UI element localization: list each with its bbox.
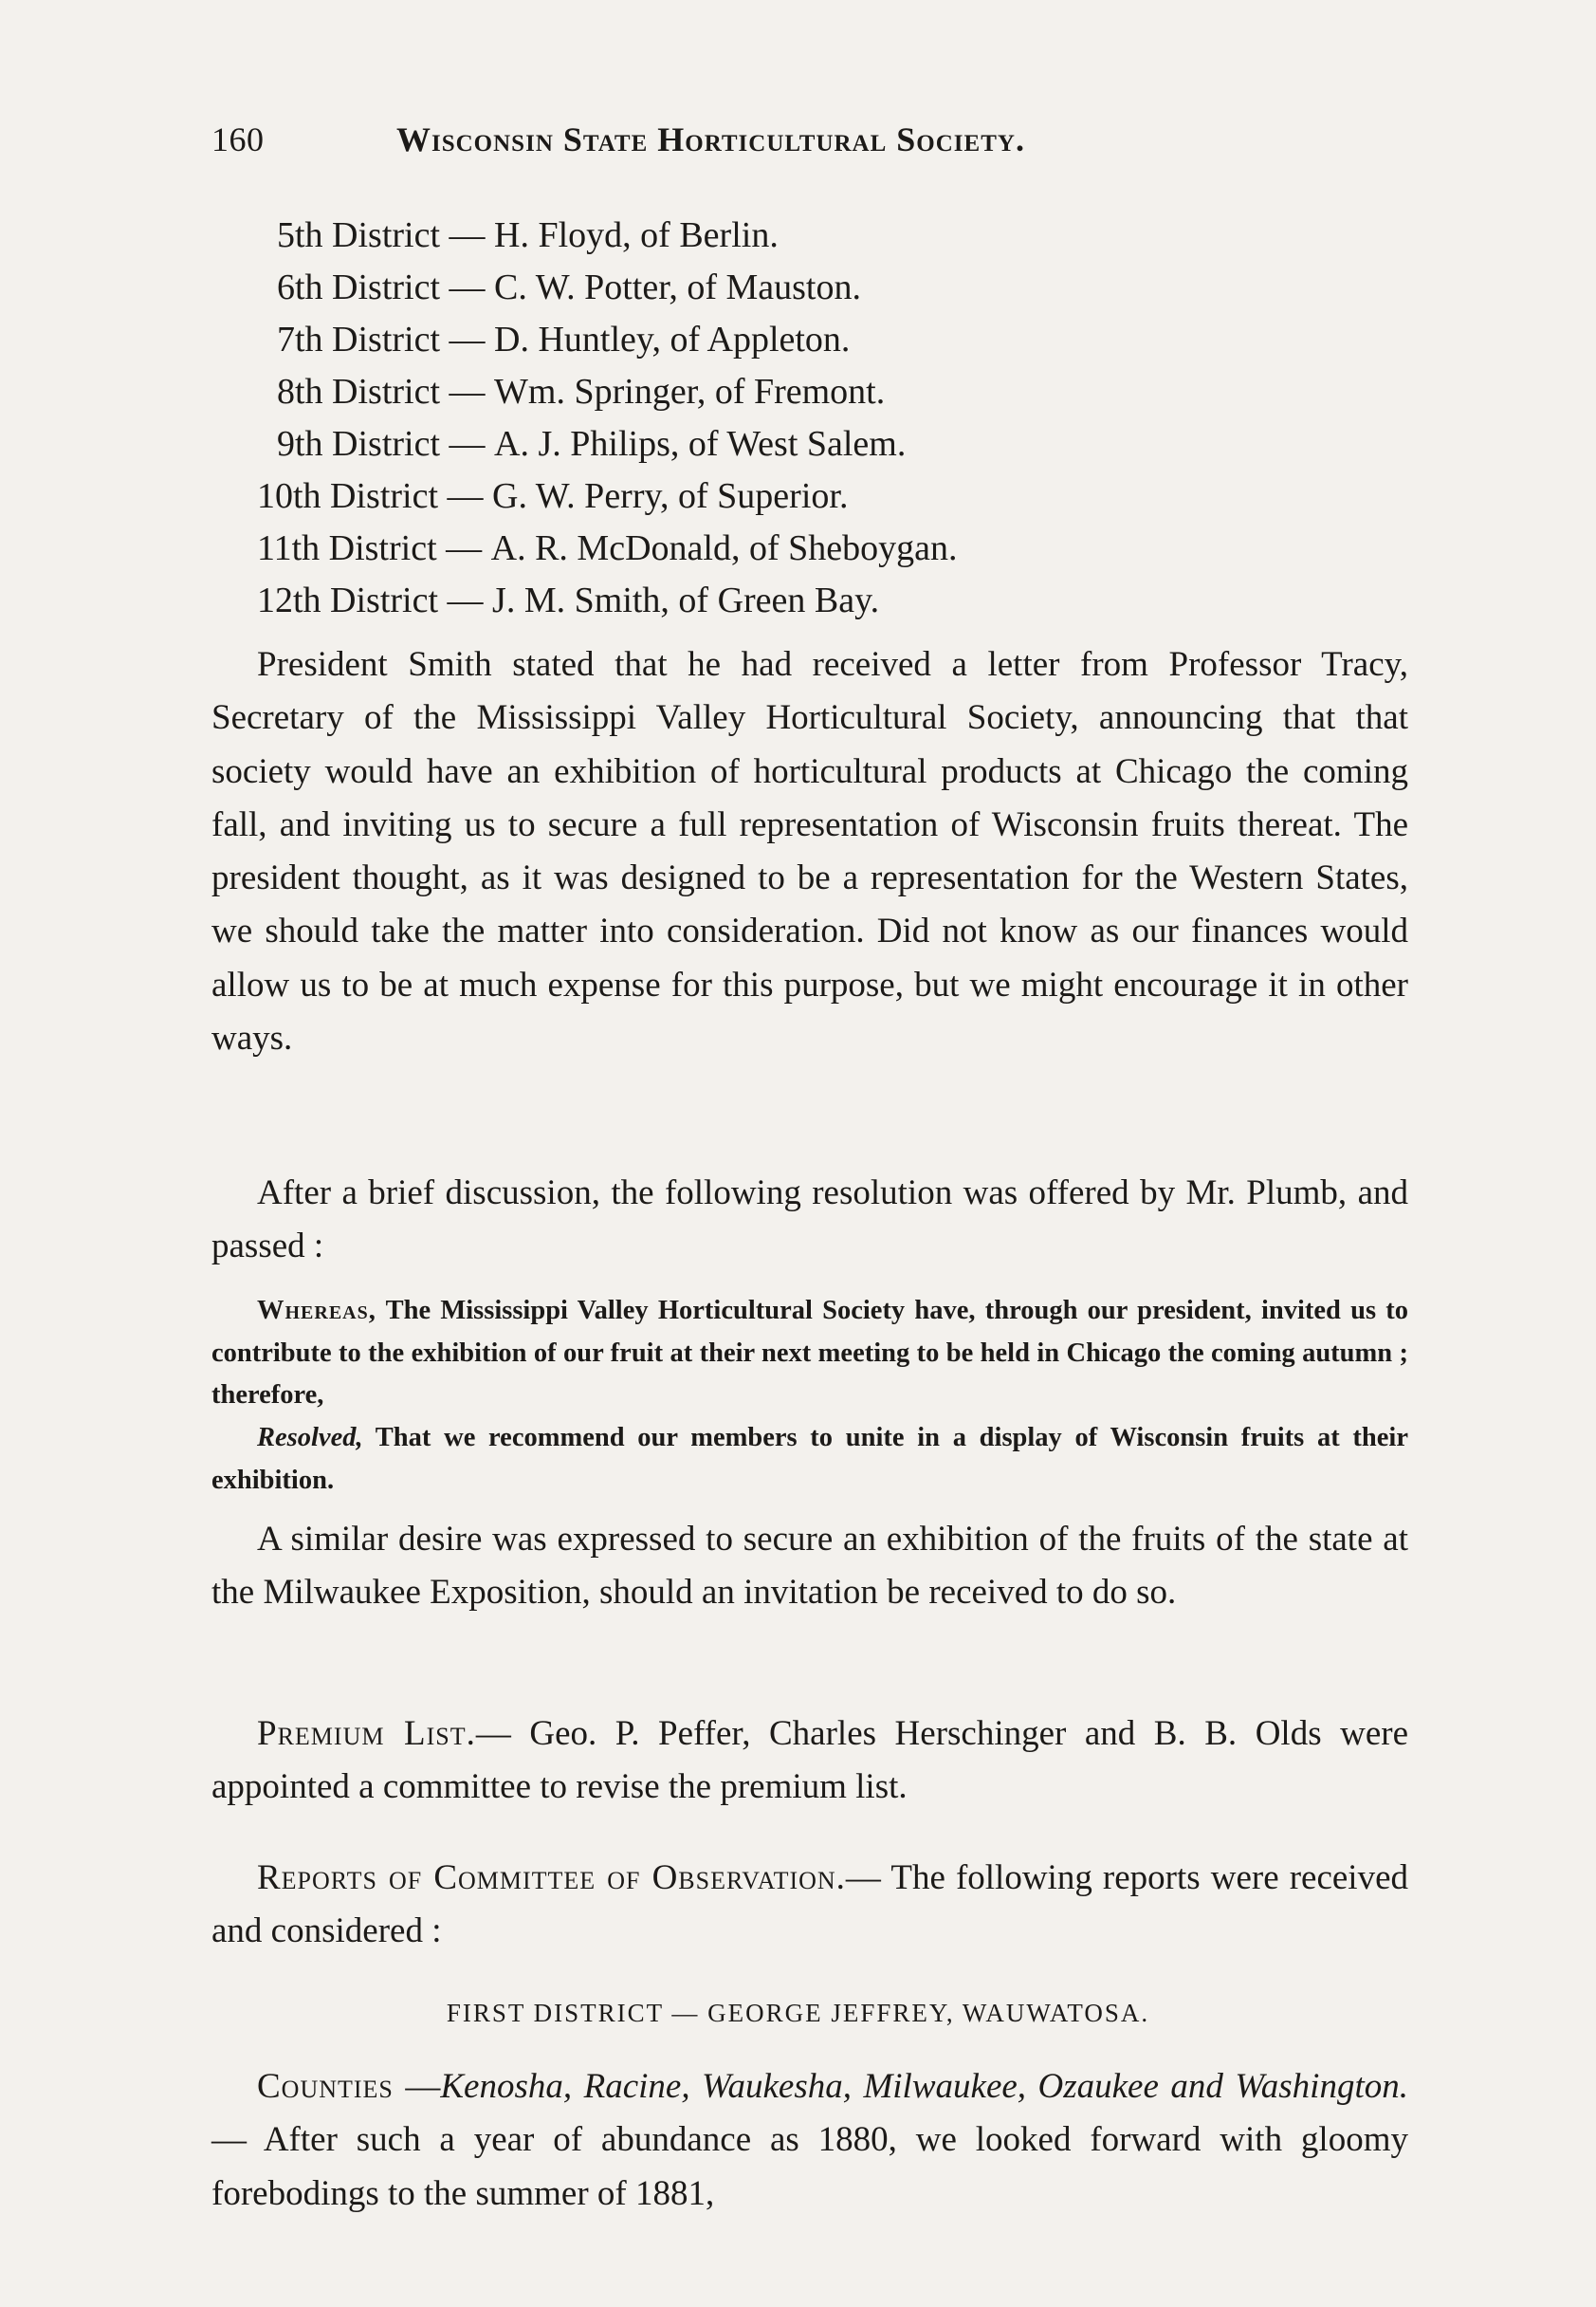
district-label: 11th District	[257, 528, 437, 568]
district-label: 12th District	[257, 581, 439, 620]
officer-name: Wm. Springer, of Fremont.	[494, 372, 886, 412]
paragraph-counties: Counties —Kenosha, Racine, Waukesha, Milwaukee, Ozaukee and Washington.— After such a year of abundance as 1880, we looked forward with gloomy forebodings to the summer of 1881,	[211, 2067, 1408, 2213]
paragraph-reports: Reports of Committee of Observation.— The following reports were received and considered :	[211, 1858, 1408, 1951]
premium-list-label: Premium List.	[257, 1714, 476, 1753]
paragraph-discussion: After a brief discussion, the following resolution was offered by Mr. Plumb, and passed :	[211, 1173, 1408, 1266]
counties-label: Counties	[257, 2067, 394, 2106]
officer-row: 12th District — J. M. Smith, of Green Bay.	[257, 581, 880, 620]
officer-name: A. J. Philips, of West Salem.	[494, 424, 907, 464]
page-number: 160	[211, 120, 265, 158]
officer-name: D. Huntley, of Appleton.	[494, 320, 851, 360]
officer-name: A. R. McDonald, of Sheboygan.	[490, 528, 958, 568]
district-label: 7th District	[277, 320, 441, 360]
officer-row: 5th District — H. Floyd, of Berlin.	[277, 215, 779, 255]
resolution-resolved: Resolved, That we recommend our members to unite in a display of Wisconsin fruits at their exhibition.	[211, 1423, 1408, 1495]
officer-name: G. W. Perry, of Superior.	[492, 476, 849, 516]
page-header	[211, 120, 1406, 159]
officer-row: 7th District — D. Huntley, of Appleton.	[277, 320, 851, 360]
resolved-label: Resolved,	[257, 1423, 363, 1452]
officer-row: 11th District — A. R. McDonald, of Sheboygan.	[257, 528, 958, 568]
district-label: 10th District	[257, 476, 439, 516]
officer-name: C. W. Potter, of Mauston.	[494, 268, 861, 307]
officer-row: 8th District — Wm. Springer, of Fremont.	[277, 372, 886, 412]
paragraph-exposition: A similar desire was expressed to secure an exhibition of the fruits of the state at the Milwaukee Exposition, should an invitation be received to do so.	[211, 1520, 1408, 1613]
resolution-whereas: Whereas, The Mississippi Valley Horticultural Society have, through our president, invited us to contribute to the exhibition of our fruit at their next meeting to be held in Chicago the coming autumn ; therefore,	[211, 1296, 1408, 1410]
whereas-label: Whereas,	[257, 1296, 376, 1325]
counties-list: Kenosha, Racine, Waukesha, Milwaukee, Ozaukee and Washington.	[440, 2067, 1408, 2106]
district-heading: FIRST DISTRICT — GEORGE JEFFREY, WAUWATOSA.	[446, 1999, 1150, 2027]
running-title: Wisconsin State Horticultural Society.	[396, 120, 1025, 158]
officer-row: 6th District — C. W. Potter, of Mauston.	[277, 268, 861, 307]
reports-label: Reports of Committee of Observation.	[257, 1858, 846, 1897]
paragraph-premium-list: Premium List.— Geo. P. Peffer, Charles Herschinger and B. B. Olds were appointed a committee to revise the premium list.	[211, 1714, 1408, 1807]
officer-row: 10th District — G. W. Perry, of Superior.	[257, 476, 849, 516]
district-label: 8th District	[277, 372, 441, 412]
district-label: 9th District	[277, 424, 441, 464]
paragraph-president: President Smith stated that he had received a letter from Professor Tracy, Secretary of the Mississippi Valley Horticultural Society, announcing that that society would have an exhibition of horticultural products at Chicago the coming fall, and inviting us to secure a full representation of Wisconsin fruits thereat. The president thought, as it was designed to be a representation for the Western States, we should take the matter into consideration. Did not know as our finances would allow us to be at much expense for this purpose, but we might encourage it in other ways.	[211, 645, 1408, 1059]
district-label: 5th District	[277, 215, 441, 255]
officer-row: 9th District — A. J. Philips, of West Salem.	[277, 424, 907, 464]
officer-name: H. Floyd, of Berlin.	[494, 215, 779, 255]
officer-name: J. M. Smith, of Green Bay.	[492, 581, 880, 620]
district-label: 6th District	[277, 268, 441, 307]
